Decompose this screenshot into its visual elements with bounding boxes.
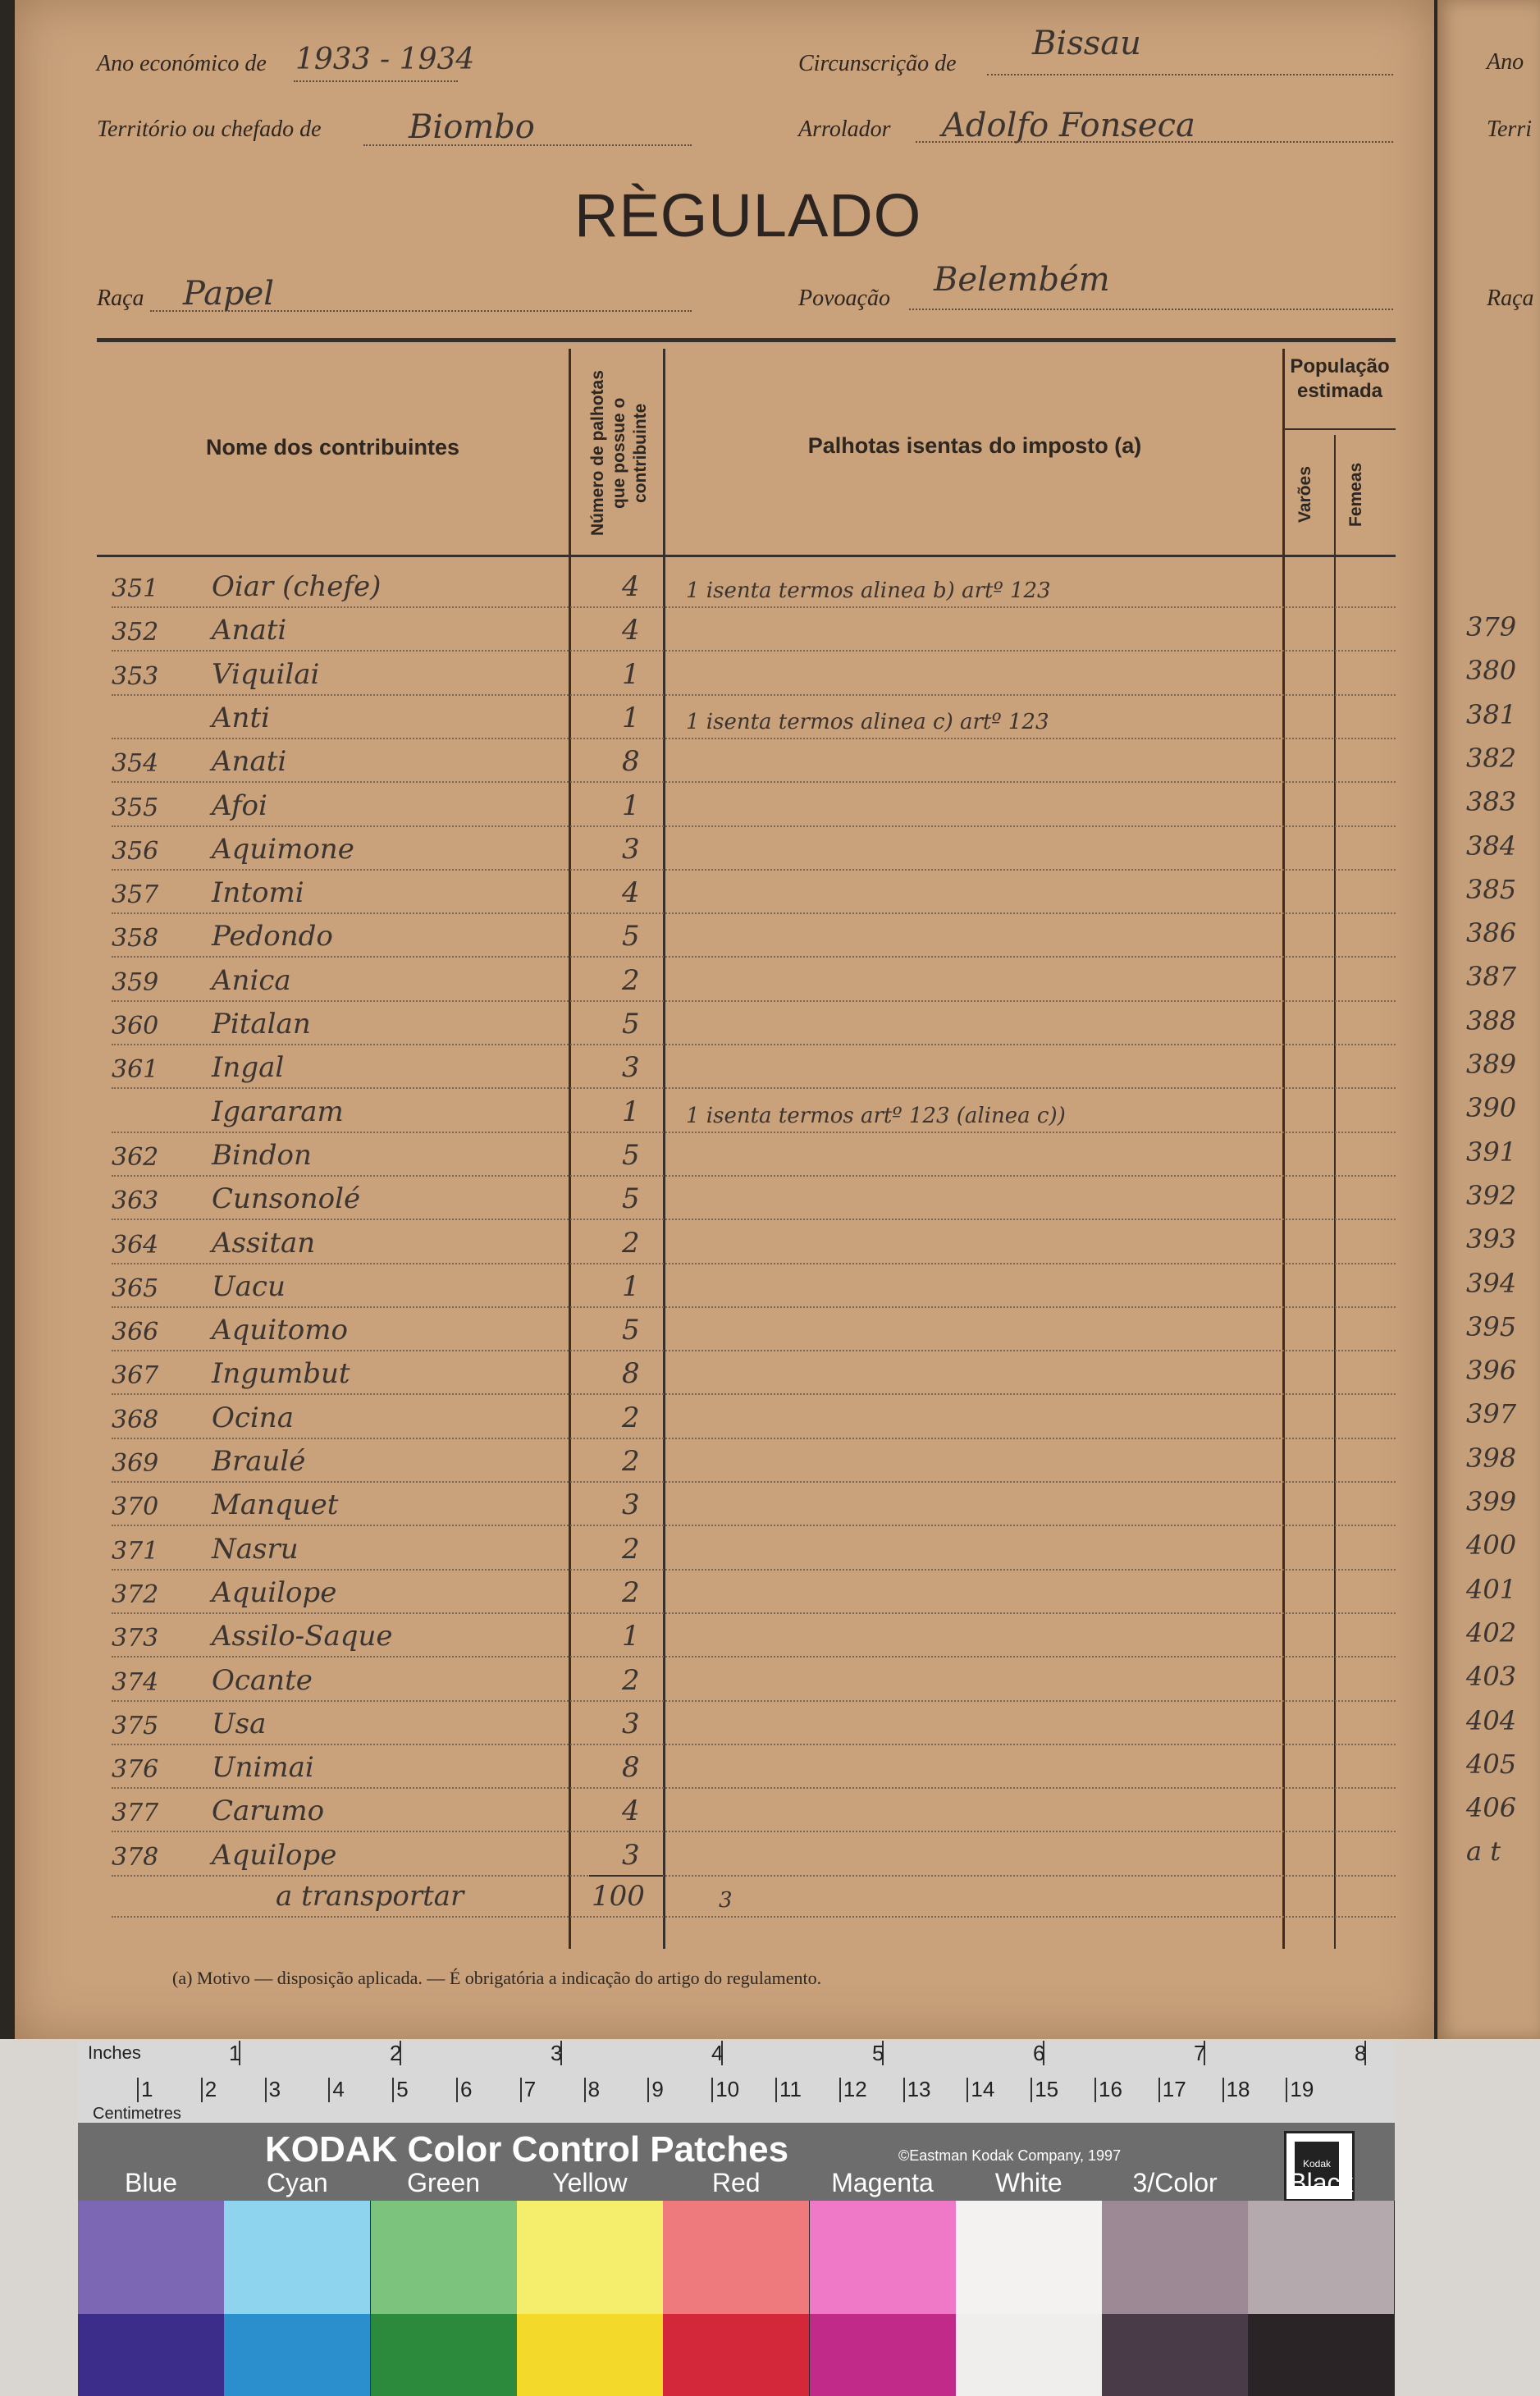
row-number: 366 [112,1318,159,1347]
cm-mark: 7 [523,2077,537,2101]
circunscricao-label: Circunscrição de [798,51,957,76]
color-patch [663,2201,809,2314]
col-header-isentas: Palhotas isentas do imposto (a) [807,433,1142,458]
row-number: 373 [112,1624,159,1653]
next-page-label-raca: Raça [1487,286,1534,311]
next-page-row-number: 392 [1466,1179,1517,1211]
cm-tick [328,2078,330,2102]
contribuinte-name: Igararam [212,1095,344,1128]
inch-mark: 4 [711,2041,724,2065]
table-row [112,1744,1396,1789]
palhotas-count: 4 [622,1795,640,1828]
kodak-color-card [78,2041,1395,2396]
next-page-row-number: 380 [1466,655,1517,687]
inch-mark: 3 [551,2041,563,2065]
table-row [112,738,1396,783]
table-row [112,1438,1396,1483]
raca-label: Raça [97,286,144,311]
color-patch-dark [1248,2314,1394,2396]
raca-value: Papel [183,275,275,313]
cm-mark: 4 [332,2077,345,2101]
palhotas-count: 2 [622,1226,640,1260]
card-title: KODAK Color Control Patches [265,2129,789,2170]
isencao-note: 1 isenta termos artº 123 (alinea c)) [686,1103,1066,1128]
palhotas-count: 3 [622,1488,640,1522]
row-number: 363 [112,1187,159,1216]
contribuinte-name: Anati [212,614,287,647]
col-header-populacao: População estimada [1290,355,1390,402]
isencao-note: 1 isenta termos alinea b) artº 123 [686,578,1051,603]
table-row [112,651,1396,696]
table-row [112,1263,1396,1308]
table-row [112,1088,1396,1133]
contribuinte-name: Anti [212,701,270,734]
patch-label: Blue [124,2168,178,2197]
table-row [112,1569,1396,1614]
table-row [112,1525,1396,1571]
cm-tick [966,2078,968,2102]
row-number: 370 [112,1493,159,1522]
patch-label: Yellow [552,2168,628,2197]
palhotas-count: 2 [622,1445,640,1478]
table-row [112,606,1396,652]
table-row [112,694,1396,739]
next-page-row-number: 390 [1466,1092,1517,1124]
povoacao-value: Belembém [934,261,1110,299]
color-patch [224,2201,370,2314]
next-page-row-number: 389 [1466,1049,1517,1080]
palhotas-count: 2 [622,1575,640,1609]
table-row [112,1831,1396,1877]
cm-mark: 9 [651,2077,664,2101]
palhotas-count: 4 [622,570,640,603]
color-patch [1102,2201,1248,2314]
contribuinte-name: Oiar (chefe) [212,570,382,603]
row-number: 377 [112,1799,159,1828]
palhotas-count: 1 [622,1269,640,1303]
patch-label: Red [711,2168,761,2197]
table-row [112,1219,1396,1264]
table-row [112,1132,1396,1177]
color-patch [810,2201,956,2314]
contribuinte-name: Intomi [212,876,304,910]
palhotas-count: 2 [622,1532,640,1566]
next-page-row-number: 406 [1466,1792,1517,1824]
cm-tick [711,2078,713,2102]
inch-mark: 2 [390,2041,402,2065]
cm-tick [1158,2078,1160,2102]
cm-mark: 2 [204,2077,217,2101]
color-patch-dark [517,2314,663,2396]
next-page-row-number: 391 [1466,1136,1517,1168]
contribuinte-name: Cunsonolé [212,1182,361,1216]
next-page-row-number: 400 [1466,1530,1517,1562]
color-patch [956,2201,1102,2314]
next-page-label-territorio: Terri [1487,117,1533,142]
row-number: 361 [112,1055,159,1085]
color-patch [78,2201,224,2314]
color-patch-dark [224,2314,370,2396]
contribuinte-name: Ocante [212,1663,313,1697]
row-number: 358 [112,924,159,953]
color-patch [517,2201,663,2314]
ano-label: Ano económico de [97,51,267,76]
contribuinte-name: Pedondo [212,920,333,953]
row-number: 355 [112,793,159,822]
palhotas-count: 3 [622,1707,640,1740]
cm-mark: 16 [1099,2077,1122,2101]
next-page-row-number: 404 [1466,1704,1517,1736]
territorio-label: Território ou chefado de [97,117,322,142]
ano-line [294,80,458,82]
palhotas-count: 5 [622,1182,640,1216]
circunscricao-value: Bissau [1032,25,1141,62]
table-header-rule [97,555,1396,557]
total-count: 100 [592,1880,645,1913]
cm-tick [265,2078,267,2102]
cm-mark: 14 [971,2077,995,2101]
inch-mark: 7 [1194,2041,1206,2065]
contribuinte-name: Unimai [212,1751,314,1785]
next-page-row-number: 384 [1466,830,1517,862]
patch-label: Cyan [266,2168,328,2197]
cm-tick [775,2078,777,2102]
color-patch-dark [78,2314,224,2396]
next-page-row-number: 401 [1466,1573,1517,1605]
palhotas-count: 2 [622,963,640,997]
color-patch-dark [810,2314,956,2396]
cm-mark: 12 [843,2077,867,2101]
palhotas-count: 5 [622,1008,640,1040]
palhotas-count: 2 [622,1663,640,1697]
cm-tick [520,2078,522,2102]
next-page-row-number: 388 [1466,1004,1517,1036]
cm-tick [584,2078,586,2102]
contribuinte-name: Uacu [212,1269,286,1303]
next-page-edge [1437,0,1540,2039]
cm-tick [137,2078,139,2102]
color-patch-dark [956,2314,1102,2396]
cm-mark: 11 [779,2077,802,2101]
contribuinte-name: Aquilope [212,1575,337,1609]
cm-mark: 5 [396,2077,409,2101]
total-label: a transportar [276,1880,464,1913]
contribuinte-name: Ingal [212,1051,285,1085]
total-isentas: 3 [719,1888,733,1913]
contribuinte-name: Nasru [212,1532,299,1566]
next-page-row-number: 394 [1466,1267,1517,1299]
contribuinte-name: Pitalan [212,1008,311,1040]
color-patch [1248,2201,1394,2314]
cm-mark: 10 [715,2077,740,2101]
patch-label: Green [407,2168,481,2197]
ruler-cm-label: Centimetres [93,2105,181,2123]
territorio-value: Biombo [409,108,535,146]
contribuinte-name: Ocina [212,1401,294,1434]
row-number: 353 [112,661,159,691]
next-page-row-number: 381 [1466,698,1517,730]
row-number: 369 [112,1449,159,1478]
footnote: (a) Motivo — disposição aplicada. — É obrigatória a indicação do artigo do regulamento. [172,1968,822,1988]
palhotas-count: 3 [622,832,640,866]
table-top-rule [97,338,1396,342]
next-page-row-number: 396 [1466,1355,1517,1387]
palhotas-count: 2 [622,1401,640,1434]
cm-tick [392,2078,394,2102]
next-page-row-number: 385 [1466,873,1517,905]
row-number: 376 [112,1755,159,1785]
table-row [112,1175,1396,1220]
povoacao-line [909,309,1393,310]
next-page-row-number: a t [1466,1836,1501,1868]
next-page-row-number: 382 [1466,742,1517,774]
cm-tick [839,2078,841,2102]
card-copyright: ©Eastman Kodak Company, 1997 [898,2147,1122,2164]
row-number: 367 [112,1361,159,1391]
palhotas-count: 8 [622,745,640,779]
palhotas-count: 3 [622,1051,640,1085]
palhotas-count: 5 [622,1314,640,1347]
next-page-row-number: 397 [1466,1398,1517,1430]
circunscricao-line [987,74,1393,75]
tax-register-page [15,0,1434,2039]
row-number: 357 [112,880,159,910]
color-patch-dark [1102,2314,1248,2396]
cm-tick [456,2078,458,2102]
contribuinte-name: Braulé [212,1445,306,1478]
cm-tick [1286,2078,1287,2102]
table-row [112,1306,1396,1351]
contribuinte-name: Manquet [212,1488,339,1522]
contribuinte-name: Afoi [212,789,267,822]
next-page-row-number: 405 [1466,1748,1517,1780]
col-header-varoes: Varões [1296,466,1314,524]
total-row [112,1872,1396,1918]
total-underline [589,1875,663,1877]
table-row [112,1481,1396,1526]
table-row [112,869,1396,914]
cm-mark: 19 [1290,2077,1314,2101]
patch-label: 3/Color [1132,2168,1218,2197]
cm-tick [1222,2078,1224,2102]
cm-tick [1094,2078,1096,2102]
palhotas-count: 1 [622,701,640,734]
raca-line [150,310,692,312]
row-number: 351 [112,574,159,603]
arrolador-line [916,141,1393,143]
color-patch [371,2201,517,2314]
contribuinte-name: Carumo [212,1795,325,1828]
palhotas-count: 1 [622,789,640,822]
row-number: 371 [112,1536,159,1566]
contribuinte-name: Anica [212,963,291,997]
ruler-inches-label: Inches [88,2042,141,2063]
palhotas-count: 8 [622,1751,640,1785]
cm-mark: 13 [907,2077,931,2101]
contribuinte-name: Usa [212,1707,267,1740]
row-number: 368 [112,1405,159,1434]
populacao-rule [1285,428,1396,430]
inch-mark: 5 [872,2041,884,2065]
row-number: 374 [112,1667,159,1697]
table-row [112,957,1396,1002]
col-header-nome: Nome dos contribuintes [205,435,460,460]
inch-mark: 8 [1355,2041,1367,2065]
inch-mark: 6 [1033,2041,1045,2065]
palhotas-count: 1 [622,1620,640,1653]
palhotas-count: 8 [622,1357,640,1391]
palhotas-count: 1 [622,657,640,691]
color-patch-dark [371,2314,517,2396]
col-header-femeas: Femeas [1346,462,1365,528]
row-number: 362 [112,1142,159,1172]
contribuinte-name: Aquilope [212,1838,337,1872]
palhotas-count: 4 [622,614,640,647]
row-number: 375 [112,1711,159,1740]
next-page-row-number: 386 [1466,917,1517,949]
next-page-row-number: 399 [1466,1486,1517,1517]
next-page-label-ano: Ano [1487,49,1524,75]
contribuinte-name: Ingumbut [212,1357,350,1391]
row-number: 354 [112,749,159,779]
next-page-row-number: 395 [1466,1310,1517,1342]
row-number: 372 [112,1580,159,1609]
patch-label: White [994,2168,1062,2197]
inch-mark: 1 [229,2041,241,2065]
color-patch-dark [663,2314,809,2396]
palhotas-count: 1 [622,1095,640,1128]
cm-mark: 1 [141,2077,153,2101]
row-number: 364 [112,1230,159,1260]
next-page-row-number: 379 [1466,611,1517,642]
cm-tick [647,2078,649,2102]
cm-mark: 6 [460,2077,473,2101]
table-row [112,1700,1396,1745]
territorio-line [363,144,692,146]
cm-mark: 8 [587,2077,601,2101]
palhotas-count: 5 [622,1138,640,1172]
cm-mark: 15 [1035,2077,1059,2101]
cm-tick [903,2078,905,2102]
contribuinte-name: Aquimone [212,832,354,866]
col-header-numero: Número de palhotas que possue o contribuinte [588,370,650,537]
cm-mark: 18 [1226,2077,1250,2101]
row-number: 356 [112,836,159,866]
contribuinte-name: Bindon [212,1138,312,1172]
next-page-row-number: 393 [1466,1223,1517,1255]
table-row [112,1787,1396,1832]
page-title: RÈGULADO [574,181,922,249]
next-page-row-number: 403 [1466,1661,1517,1693]
next-page-row-number: 402 [1466,1616,1517,1648]
contribuinte-name: Viquilai [212,657,320,691]
isencao-note: 1 isenta termos alinea c) artº 123 [686,709,1049,734]
table-row [112,1350,1396,1395]
table-row [112,1044,1396,1089]
contribuinte-name: Assitan [212,1226,316,1260]
cm-mark: 17 [1162,2077,1186,2101]
table-row [112,825,1396,871]
kodak-logo-text: Kodak [1295,2142,1339,2186]
table-row [112,1657,1396,1702]
table-row [112,912,1396,958]
palhotas-count: 3 [622,1838,640,1872]
arrolador-value: Adolfo Fonseca [942,107,1195,144]
row-number: 365 [112,1273,159,1303]
table-row [112,1394,1396,1439]
cm-tick [201,2078,203,2102]
patch-label: Magenta [831,2168,934,2197]
povoacao-label: Povoação [798,286,890,311]
palhotas-count: 5 [622,920,640,953]
table-row [112,563,1396,608]
cm-tick [1030,2078,1032,2102]
row-number: 360 [112,1012,159,1040]
table-row [112,1612,1396,1658]
next-page-row-number: 387 [1466,961,1517,993]
table-row [112,782,1396,827]
cm-mark: 3 [268,2077,281,2101]
next-page-row-number: 383 [1466,786,1517,818]
ruler [78,2041,1395,2124]
ano-value: 1933 - 1934 [295,43,475,76]
next-page-row-number: 398 [1466,1442,1517,1474]
contribuinte-name: Anati [212,745,287,779]
table-row [112,1000,1396,1045]
row-number: 352 [112,618,159,647]
row-number: 378 [112,1842,159,1872]
contribuinte-name: Aquitomo [212,1314,348,1347]
arrolador-label: Arrolador [798,117,891,142]
palhotas-count: 4 [622,876,640,910]
patch-label: Black [1289,2168,1354,2197]
contribuinte-name: Assilo-Saque [212,1620,393,1653]
row-number: 359 [112,967,159,997]
